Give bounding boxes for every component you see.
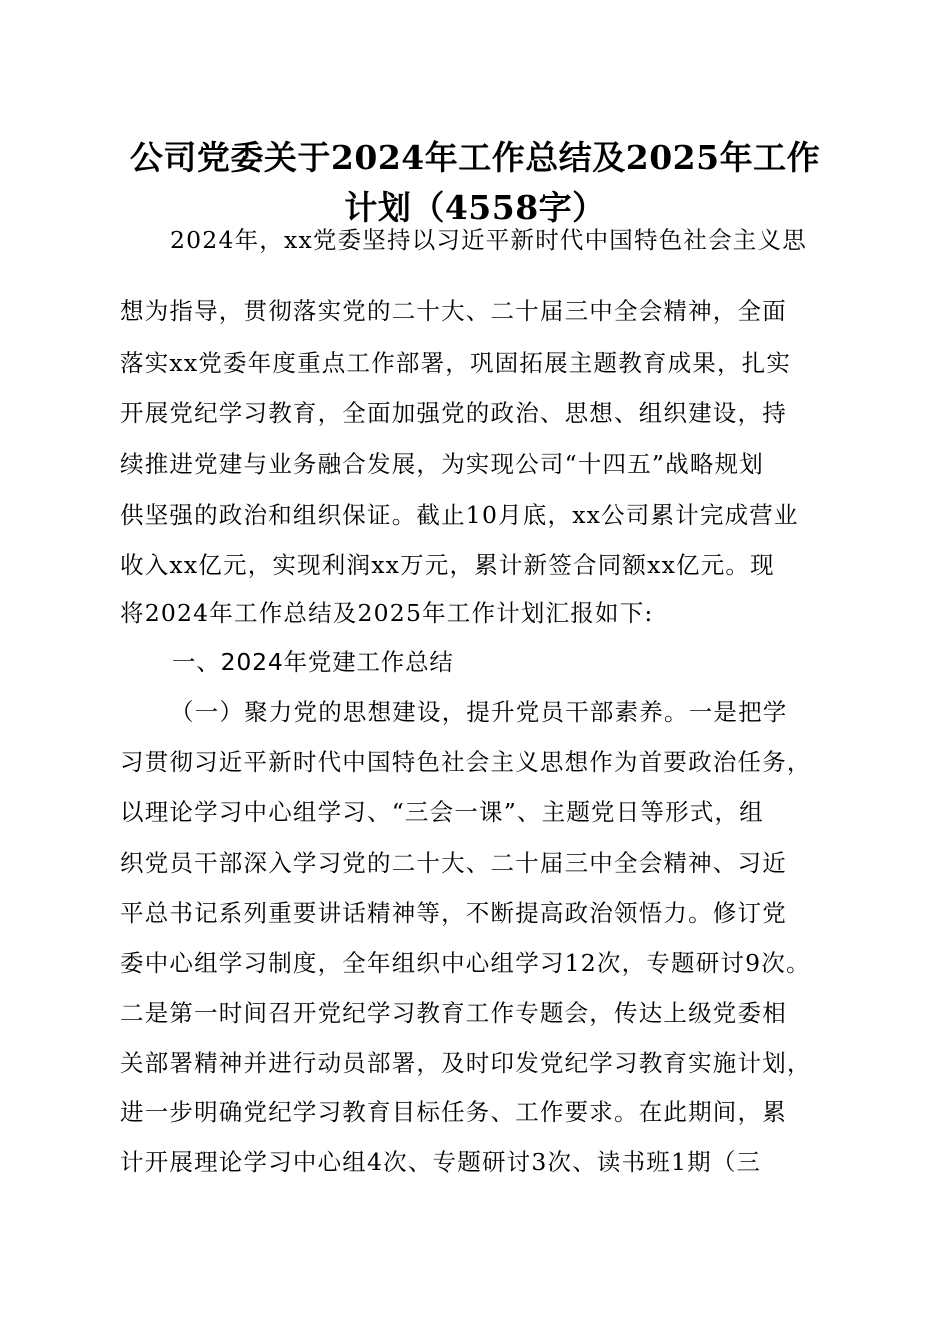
document-title-line-2: 计划（4558字） bbox=[344, 188, 606, 227]
paragraph-2-line: 习贯彻习近平新时代中国特色社会主义思想作为首要政治任务， bbox=[120, 748, 812, 776]
paragraph-1-line: 续推进党建与业务融合发展，为实现公司“十四五”战略规划 bbox=[120, 450, 764, 478]
paragraph-1-line: 开展党纪学习教育，全面加强党的政治、思想、组织建设，持 bbox=[120, 399, 787, 427]
paragraph-2-line: 委中心组学习制度，全年组织中心组学习12次，专题研讨9次。 bbox=[120, 949, 811, 977]
paragraph-2-line: 二是第一时间召开党纪学习教育工作专题会，传达上级党委相 bbox=[120, 999, 787, 1027]
paragraph-1-line: 2024年，xx党委坚持以习近平新时代中国特色社会主义思 bbox=[170, 226, 807, 254]
paragraph-1-line: 供坚强的政治和组织保证。截止10月底，xx公司累计完成营业 bbox=[120, 501, 799, 529]
paragraph-1-line: 想为指导，贯彻落实党的二十大、二十届三中全会精神，全面 bbox=[120, 297, 787, 325]
paragraph-1-line: 落实xx党委年度重点工作部署，巩固拓展主题教育成果，扎实 bbox=[120, 349, 792, 377]
paragraph-2-line: 关部署精神并进行动员部署，及时印发党纪学习教育实施计划， bbox=[120, 1049, 812, 1077]
paragraph-2-line: （一）聚力党的思想建设，提升党员干部素养。一是把学 bbox=[170, 698, 788, 726]
section-heading: 一、2024年党建工作总结 bbox=[172, 648, 454, 676]
paragraph-2-line: 计开展理论学习中心组4次、专题研讨3次、读书班1期（三 bbox=[120, 1148, 762, 1176]
paragraph-1-line: 将2024年工作总结及2025年工作计划汇报如下: bbox=[120, 599, 654, 627]
paragraph-2-line: 平总书记系列重要讲话精神等，不断提高政治领悟力。修订党 bbox=[120, 899, 787, 927]
paragraph-2-line: 进一步明确党纪学习教育目标任务、工作要求。在此期间，累 bbox=[120, 1098, 787, 1126]
paragraph-1-line: 收入xx亿元，实现利润xx万元，累计新签合同额xx亿元。现 bbox=[120, 551, 775, 579]
paragraph-2-line: 以理论学习中心组学习、“三会一课”、主题党日等形式，组 bbox=[120, 798, 764, 826]
paragraph-2-line: 织党员干部深入学习党的二十大、二十届三中全会精神、习近 bbox=[120, 849, 787, 877]
document-title-line-1: 公司党委关于2024年工作总结及2025年工作 bbox=[129, 138, 821, 177]
